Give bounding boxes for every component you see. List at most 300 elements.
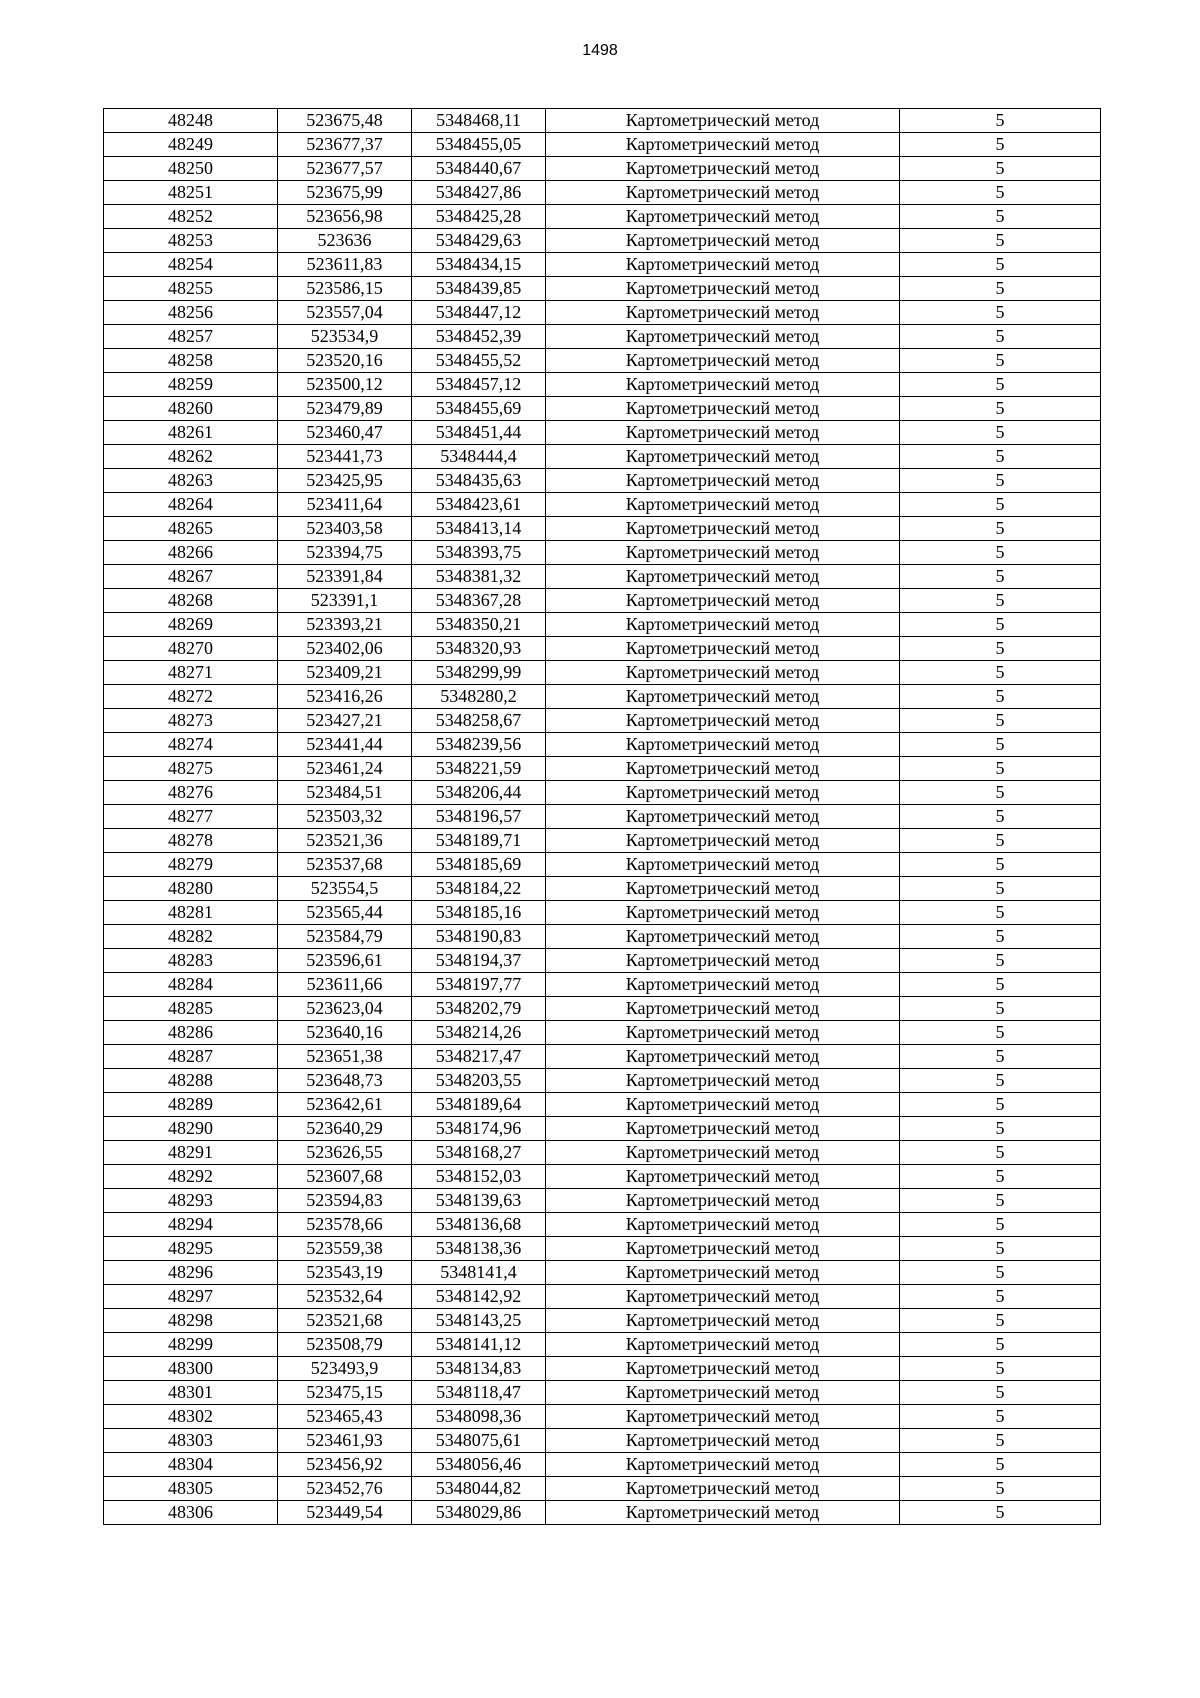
method-cell: Картометрический метод [546, 181, 900, 205]
x-coordinate-cell: 523425,95 [278, 469, 412, 493]
y-coordinate-cell: 5348194,37 [412, 949, 546, 973]
accuracy-cell: 5 [900, 421, 1101, 445]
method-cell: Картометрический метод [546, 925, 900, 949]
x-coordinate-cell: 523484,51 [278, 781, 412, 805]
x-coordinate-cell: 523651,38 [278, 1045, 412, 1069]
method-cell: Картометрический метод [546, 973, 900, 997]
accuracy-cell: 5 [900, 1333, 1101, 1357]
x-coordinate-cell: 523461,93 [278, 1429, 412, 1453]
x-coordinate-cell: 523594,83 [278, 1189, 412, 1213]
y-coordinate-cell: 5348444,4 [412, 445, 546, 469]
y-coordinate-cell: 5348189,64 [412, 1093, 546, 1117]
accuracy-cell: 5 [900, 1405, 1101, 1429]
point-number-cell: 48276 [104, 781, 278, 805]
y-coordinate-cell: 5348189,71 [412, 829, 546, 853]
method-cell: Картометрический метод [546, 1189, 900, 1213]
accuracy-cell: 5 [900, 229, 1101, 253]
method-cell: Картометрический метод [546, 1141, 900, 1165]
accuracy-cell: 5 [900, 277, 1101, 301]
y-coordinate-cell: 5348152,03 [412, 1165, 546, 1189]
y-coordinate-cell: 5348143,25 [412, 1309, 546, 1333]
y-coordinate-cell: 5348280,2 [412, 685, 546, 709]
x-coordinate-cell: 523441,44 [278, 733, 412, 757]
table-row [104, 253, 1101, 277]
y-coordinate-cell: 5348429,63 [412, 229, 546, 253]
accuracy-cell: 5 [900, 1453, 1101, 1477]
accuracy-cell: 5 [900, 733, 1101, 757]
x-coordinate-cell: 523578,66 [278, 1213, 412, 1237]
method-cell: Картометрический метод [546, 781, 900, 805]
point-number-cell: 48281 [104, 901, 278, 925]
x-coordinate-cell: 523656,98 [278, 205, 412, 229]
method-cell: Картометрический метод [546, 349, 900, 373]
table-row [104, 733, 1101, 757]
y-coordinate-cell: 5348439,85 [412, 277, 546, 301]
x-coordinate-cell: 523475,15 [278, 1381, 412, 1405]
table-row [104, 301, 1101, 325]
x-coordinate-cell: 523675,99 [278, 181, 412, 205]
method-cell: Картометрический метод [546, 1501, 900, 1525]
y-coordinate-cell: 5348044,82 [412, 1477, 546, 1501]
y-coordinate-cell: 5348447,12 [412, 301, 546, 325]
x-coordinate-cell: 523521,68 [278, 1309, 412, 1333]
accuracy-cell: 5 [900, 541, 1101, 565]
method-cell: Картометрический метод [546, 253, 900, 277]
x-coordinate-cell: 523554,5 [278, 877, 412, 901]
x-coordinate-cell: 523411,64 [278, 493, 412, 517]
method-cell: Картометрический метод [546, 109, 900, 133]
table-row [104, 373, 1101, 397]
point-number-cell: 48260 [104, 397, 278, 421]
x-coordinate-cell: 523520,16 [278, 349, 412, 373]
table-row [104, 805, 1101, 829]
method-cell: Картометрический метод [546, 1117, 900, 1141]
x-coordinate-cell: 523596,61 [278, 949, 412, 973]
accuracy-cell: 5 [900, 1357, 1101, 1381]
table-row [104, 1069, 1101, 1093]
accuracy-cell: 5 [900, 1381, 1101, 1405]
x-coordinate-cell: 523427,21 [278, 709, 412, 733]
table-row [104, 901, 1101, 925]
method-cell: Картометрический метод [546, 493, 900, 517]
x-coordinate-cell: 523642,61 [278, 1093, 412, 1117]
point-number-cell: 48257 [104, 325, 278, 349]
x-coordinate-cell: 523537,68 [278, 853, 412, 877]
y-coordinate-cell: 5348098,36 [412, 1405, 546, 1429]
method-cell: Картометрический метод [546, 613, 900, 637]
table-row [104, 1405, 1101, 1429]
point-number-cell: 48302 [104, 1405, 278, 1429]
table-row [104, 1381, 1101, 1405]
accuracy-cell: 5 [900, 1141, 1101, 1165]
point-number-cell: 48275 [104, 757, 278, 781]
table-row [104, 1453, 1101, 1477]
method-cell: Картометрический метод [546, 1285, 900, 1309]
y-coordinate-cell: 5348141,12 [412, 1333, 546, 1357]
method-cell: Картометрический метод [546, 277, 900, 301]
y-coordinate-cell: 5348142,92 [412, 1285, 546, 1309]
point-number-cell: 48283 [104, 949, 278, 973]
table-row [104, 637, 1101, 661]
y-coordinate-cell: 5348381,32 [412, 565, 546, 589]
x-coordinate-cell: 523393,21 [278, 613, 412, 637]
y-coordinate-cell: 5348029,86 [412, 1501, 546, 1525]
table-row [104, 397, 1101, 421]
table-row [104, 877, 1101, 901]
x-coordinate-cell: 523557,04 [278, 301, 412, 325]
method-cell: Картометрический метод [546, 517, 900, 541]
x-coordinate-cell: 523460,47 [278, 421, 412, 445]
x-coordinate-cell: 523534,9 [278, 325, 412, 349]
y-coordinate-cell: 5348168,27 [412, 1141, 546, 1165]
accuracy-cell: 5 [900, 1309, 1101, 1333]
point-number-cell: 48264 [104, 493, 278, 517]
x-coordinate-cell: 523611,83 [278, 253, 412, 277]
x-coordinate-cell: 523565,44 [278, 901, 412, 925]
y-coordinate-cell: 5348434,15 [412, 253, 546, 277]
table-row [104, 421, 1101, 445]
accuracy-cell: 5 [900, 997, 1101, 1021]
x-coordinate-cell: 523402,06 [278, 637, 412, 661]
accuracy-cell: 5 [900, 253, 1101, 277]
method-cell: Картометрический метод [546, 1237, 900, 1261]
method-cell: Картометрический метод [546, 373, 900, 397]
x-coordinate-cell: 523479,89 [278, 397, 412, 421]
page-number: 1498 [582, 42, 618, 59]
point-number-cell: 48266 [104, 541, 278, 565]
accuracy-cell: 5 [900, 445, 1101, 469]
accuracy-cell: 5 [900, 1501, 1101, 1525]
point-number-cell: 48252 [104, 205, 278, 229]
coordinates-table-body [104, 109, 1101, 1525]
table-row [104, 1429, 1101, 1453]
method-cell: Картометрический метод [546, 541, 900, 565]
method-cell: Картометрический метод [546, 949, 900, 973]
method-cell: Картометрический метод [546, 325, 900, 349]
y-coordinate-cell: 5348056,46 [412, 1453, 546, 1477]
y-coordinate-cell: 5348214,26 [412, 1021, 546, 1045]
accuracy-cell: 5 [900, 1093, 1101, 1117]
x-coordinate-cell: 523543,19 [278, 1261, 412, 1285]
x-coordinate-cell: 523465,43 [278, 1405, 412, 1429]
accuracy-cell: 5 [900, 1285, 1101, 1309]
y-coordinate-cell: 5348075,61 [412, 1429, 546, 1453]
point-number-cell: 48272 [104, 685, 278, 709]
table-row [104, 541, 1101, 565]
table-row [104, 1501, 1101, 1525]
table-row [104, 1021, 1101, 1045]
point-number-cell: 48298 [104, 1309, 278, 1333]
method-cell: Картометрический метод [546, 1405, 900, 1429]
x-coordinate-cell: 523403,58 [278, 517, 412, 541]
accuracy-cell: 5 [900, 925, 1101, 949]
y-coordinate-cell: 5348138,36 [412, 1237, 546, 1261]
table-row [104, 517, 1101, 541]
table-row [104, 589, 1101, 613]
point-number-cell: 48258 [104, 349, 278, 373]
y-coordinate-cell: 5348452,39 [412, 325, 546, 349]
point-number-cell: 48294 [104, 1213, 278, 1237]
point-number-cell: 48251 [104, 181, 278, 205]
method-cell: Картометрический метод [546, 1429, 900, 1453]
point-number-cell: 48270 [104, 637, 278, 661]
point-number-cell: 48291 [104, 1141, 278, 1165]
y-coordinate-cell: 5348367,28 [412, 589, 546, 613]
y-coordinate-cell: 5348221,59 [412, 757, 546, 781]
method-cell: Картометрический метод [546, 997, 900, 1021]
point-number-cell: 48286 [104, 1021, 278, 1045]
x-coordinate-cell: 523521,36 [278, 829, 412, 853]
y-coordinate-cell: 5348455,05 [412, 133, 546, 157]
accuracy-cell: 5 [900, 781, 1101, 805]
y-coordinate-cell: 5348141,4 [412, 1261, 546, 1285]
method-cell: Картометрический метод [546, 661, 900, 685]
point-number-cell: 48306 [104, 1501, 278, 1525]
table-row [104, 205, 1101, 229]
x-coordinate-cell: 523626,55 [278, 1141, 412, 1165]
accuracy-cell: 5 [900, 349, 1101, 373]
x-coordinate-cell: 523559,38 [278, 1237, 412, 1261]
x-coordinate-cell: 523416,26 [278, 685, 412, 709]
table-row [104, 829, 1101, 853]
table-row [104, 469, 1101, 493]
method-cell: Картометрический метод [546, 1213, 900, 1237]
accuracy-cell: 5 [900, 949, 1101, 973]
table-row [104, 661, 1101, 685]
method-cell: Картометрический метод [546, 1477, 900, 1501]
point-number-cell: 48278 [104, 829, 278, 853]
y-coordinate-cell: 5348206,44 [412, 781, 546, 805]
point-number-cell: 48273 [104, 709, 278, 733]
point-number-cell: 48303 [104, 1429, 278, 1453]
x-coordinate-cell: 523623,04 [278, 997, 412, 1021]
method-cell: Картометрический метод [546, 445, 900, 469]
y-coordinate-cell: 5348435,63 [412, 469, 546, 493]
table-row [104, 709, 1101, 733]
x-coordinate-cell: 523493,9 [278, 1357, 412, 1381]
accuracy-cell: 5 [900, 325, 1101, 349]
method-cell: Картометрический метод [546, 805, 900, 829]
table-row [104, 1333, 1101, 1357]
y-coordinate-cell: 5348299,99 [412, 661, 546, 685]
method-cell: Картометрический метод [546, 565, 900, 589]
table-row [104, 229, 1101, 253]
accuracy-cell: 5 [900, 901, 1101, 925]
y-coordinate-cell: 5348440,67 [412, 157, 546, 181]
point-number-cell: 48267 [104, 565, 278, 589]
table-row [104, 613, 1101, 637]
point-number-cell: 48284 [104, 973, 278, 997]
accuracy-cell: 5 [900, 517, 1101, 541]
accuracy-cell: 5 [900, 805, 1101, 829]
table-row [104, 949, 1101, 973]
point-number-cell: 48289 [104, 1093, 278, 1117]
y-coordinate-cell: 5348427,86 [412, 181, 546, 205]
y-coordinate-cell: 5348139,63 [412, 1189, 546, 1213]
point-number-cell: 48293 [104, 1189, 278, 1213]
point-number-cell: 48288 [104, 1069, 278, 1093]
point-number-cell: 48285 [104, 997, 278, 1021]
point-number-cell: 48248 [104, 109, 278, 133]
point-number-cell: 48269 [104, 613, 278, 637]
y-coordinate-cell: 5348217,47 [412, 1045, 546, 1069]
x-coordinate-cell: 523532,64 [278, 1285, 412, 1309]
x-coordinate-cell: 523640,29 [278, 1117, 412, 1141]
x-coordinate-cell: 523500,12 [278, 373, 412, 397]
method-cell: Картометрический метод [546, 133, 900, 157]
method-cell: Картометрический метод [546, 1333, 900, 1357]
method-cell: Картометрический метод [546, 1069, 900, 1093]
table-row [104, 157, 1101, 181]
method-cell: Картометрический метод [546, 853, 900, 877]
accuracy-cell: 5 [900, 397, 1101, 421]
table-row [104, 133, 1101, 157]
method-cell: Картометрический метод [546, 1261, 900, 1285]
x-coordinate-cell: 523648,73 [278, 1069, 412, 1093]
table-row [104, 1285, 1101, 1309]
accuracy-cell: 5 [900, 637, 1101, 661]
table-row [104, 853, 1101, 877]
x-coordinate-cell: 523636 [278, 229, 412, 253]
method-cell: Картометрический метод [546, 709, 900, 733]
point-number-cell: 48250 [104, 157, 278, 181]
table-row [104, 1165, 1101, 1189]
y-coordinate-cell: 5348197,77 [412, 973, 546, 997]
x-coordinate-cell: 523640,16 [278, 1021, 412, 1045]
method-cell: Картометрический метод [546, 1021, 900, 1045]
table-row [104, 277, 1101, 301]
y-coordinate-cell: 5348393,75 [412, 541, 546, 565]
accuracy-cell: 5 [900, 1261, 1101, 1285]
x-coordinate-cell: 523584,79 [278, 925, 412, 949]
method-cell: Картометрический метод [546, 685, 900, 709]
accuracy-cell: 5 [900, 1045, 1101, 1069]
table-row [104, 181, 1101, 205]
method-cell: Картометрический метод [546, 1309, 900, 1333]
table-row [104, 349, 1101, 373]
x-coordinate-cell: 523452,76 [278, 1477, 412, 1501]
method-cell: Картометрический метод [546, 1357, 900, 1381]
x-coordinate-cell: 523607,68 [278, 1165, 412, 1189]
y-coordinate-cell: 5348202,79 [412, 997, 546, 1021]
table-row [104, 1237, 1101, 1261]
method-cell: Картометрический метод [546, 421, 900, 445]
y-coordinate-cell: 5348185,69 [412, 853, 546, 877]
y-coordinate-cell: 5348423,61 [412, 493, 546, 517]
accuracy-cell: 5 [900, 1117, 1101, 1141]
y-coordinate-cell: 5348239,56 [412, 733, 546, 757]
accuracy-cell: 5 [900, 589, 1101, 613]
accuracy-cell: 5 [900, 205, 1101, 229]
point-number-cell: 48253 [104, 229, 278, 253]
table-row [104, 925, 1101, 949]
y-coordinate-cell: 5348455,69 [412, 397, 546, 421]
point-number-cell: 48279 [104, 853, 278, 877]
table-row [104, 757, 1101, 781]
x-coordinate-cell: 523441,73 [278, 445, 412, 469]
x-coordinate-cell: 523391,84 [278, 565, 412, 589]
table-row [104, 1141, 1101, 1165]
y-coordinate-cell: 5348468,11 [412, 109, 546, 133]
accuracy-cell: 5 [900, 685, 1101, 709]
y-coordinate-cell: 5348136,68 [412, 1213, 546, 1237]
x-coordinate-cell: 523586,15 [278, 277, 412, 301]
table-row [104, 1309, 1101, 1333]
point-number-cell: 48274 [104, 733, 278, 757]
method-cell: Картометрический метод [546, 205, 900, 229]
point-number-cell: 48292 [104, 1165, 278, 1189]
table-row [104, 1093, 1101, 1117]
point-number-cell: 48305 [104, 1477, 278, 1501]
y-coordinate-cell: 5348203,55 [412, 1069, 546, 1093]
accuracy-cell: 5 [900, 853, 1101, 877]
method-cell: Картометрический метод [546, 1045, 900, 1069]
point-number-cell: 48255 [104, 277, 278, 301]
y-coordinate-cell: 5348455,52 [412, 349, 546, 373]
table-row [104, 1189, 1101, 1213]
x-coordinate-cell: 523611,66 [278, 973, 412, 997]
accuracy-cell: 5 [900, 301, 1101, 325]
y-coordinate-cell: 5348134,83 [412, 1357, 546, 1381]
y-coordinate-cell: 5348350,21 [412, 613, 546, 637]
accuracy-cell: 5 [900, 1189, 1101, 1213]
accuracy-cell: 5 [900, 613, 1101, 637]
accuracy-cell: 5 [900, 469, 1101, 493]
accuracy-cell: 5 [900, 181, 1101, 205]
x-coordinate-cell: 523677,37 [278, 133, 412, 157]
x-coordinate-cell: 523449,54 [278, 1501, 412, 1525]
point-number-cell: 48265 [104, 517, 278, 541]
table-row [104, 1045, 1101, 1069]
accuracy-cell: 5 [900, 1213, 1101, 1237]
y-coordinate-cell: 5348184,22 [412, 877, 546, 901]
table-row [104, 973, 1101, 997]
x-coordinate-cell: 523456,92 [278, 1453, 412, 1477]
accuracy-cell: 5 [900, 829, 1101, 853]
accuracy-cell: 5 [900, 1237, 1101, 1261]
y-coordinate-cell: 5348118,47 [412, 1381, 546, 1405]
y-coordinate-cell: 5348174,96 [412, 1117, 546, 1141]
accuracy-cell: 5 [900, 373, 1101, 397]
accuracy-cell: 5 [900, 1429, 1101, 1453]
table-row [104, 1477, 1101, 1501]
method-cell: Картометрический метод [546, 1165, 900, 1189]
table-row [104, 781, 1101, 805]
point-number-cell: 48290 [104, 1117, 278, 1141]
table-row [104, 493, 1101, 517]
point-number-cell: 48295 [104, 1237, 278, 1261]
point-number-cell: 48254 [104, 253, 278, 277]
point-number-cell: 48268 [104, 589, 278, 613]
table-row [104, 325, 1101, 349]
method-cell: Картометрический метод [546, 877, 900, 901]
method-cell: Картометрический метод [546, 469, 900, 493]
accuracy-cell: 5 [900, 709, 1101, 733]
table-row [104, 1213, 1101, 1237]
accuracy-cell: 5 [900, 1165, 1101, 1189]
point-number-cell: 48262 [104, 445, 278, 469]
method-cell: Картометрический метод [546, 637, 900, 661]
x-coordinate-cell: 523508,79 [278, 1333, 412, 1357]
y-coordinate-cell: 5348320,93 [412, 637, 546, 661]
table-row [104, 445, 1101, 469]
table-row [104, 997, 1101, 1021]
accuracy-cell: 5 [900, 1477, 1101, 1501]
accuracy-cell: 5 [900, 877, 1101, 901]
x-coordinate-cell: 523461,24 [278, 757, 412, 781]
table-row [104, 1117, 1101, 1141]
accuracy-cell: 5 [900, 565, 1101, 589]
